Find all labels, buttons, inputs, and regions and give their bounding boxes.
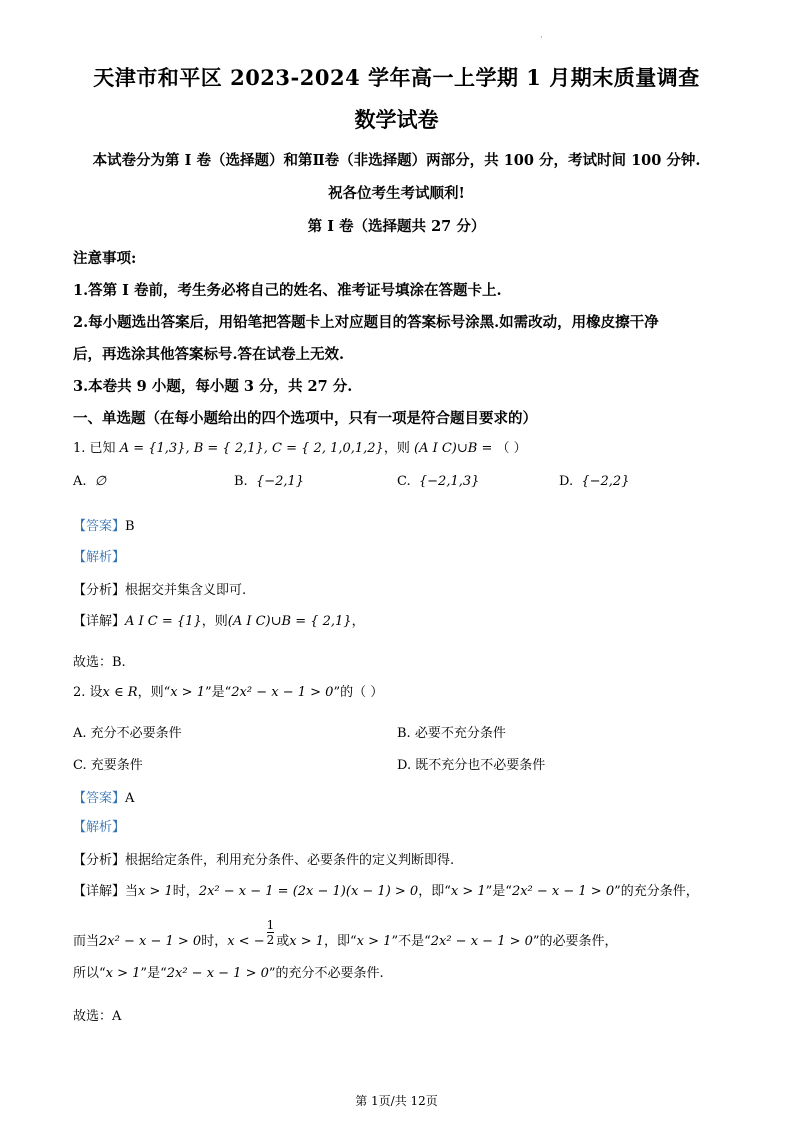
fraction: $\frac{1}{2}$ bbox=[266, 918, 275, 947]
q1-answer: 【答案】B bbox=[73, 519, 135, 534]
part1-heading: 第 I 卷（选择题共 27 分） bbox=[307, 218, 486, 235]
q1-paren: （ ） bbox=[496, 441, 527, 456]
q1-expr: (A I C)∪B = bbox=[414, 441, 493, 456]
q1-choice: 故选：B. bbox=[73, 655, 126, 670]
q2-stem: 2. 设x ∈ R，则“x > 1”是“2x² − x − 1 > 0”的（ ） bbox=[73, 685, 384, 700]
q2-option-d: D. 既不充分也不必要条件 bbox=[397, 758, 546, 773]
q1-xiangjie: 【详解】A I C = {1}，则(A I C)∪B = { 2,1}， bbox=[73, 614, 365, 629]
q2-fenxi: 【分析】根据给定条件，利用充分条件、必要条件的定义判断即得. bbox=[73, 853, 455, 868]
page-title: 天津市和平区 2023-2024 学年高一上学期 1 月期末质量调查 bbox=[93, 65, 700, 90]
q1-stem bbox=[73, 437, 527, 456]
q1-then: ，则 bbox=[383, 441, 410, 456]
note-2b: 后，再选涂其他答案标号.答在试卷上无效. bbox=[73, 346, 345, 363]
scan-dot: · bbox=[540, 33, 543, 42]
answer-tag: 【答案】 bbox=[73, 791, 126, 806]
q1-option-d: D. {−2,2} bbox=[559, 474, 630, 489]
q1-analysis-tag: 【解析】 bbox=[73, 550, 126, 565]
section-heading: 一、单选题（在每小题给出的四个选项中，只有一项是符合题目要求的） bbox=[73, 410, 537, 427]
notes-heading: 注意事项: bbox=[73, 250, 137, 267]
answer-tag: 【答案】 bbox=[73, 519, 126, 534]
q2-detail-line3: 所以“x > 1”是“2x² − x − 1 > 0”的充分不必要条件. bbox=[73, 966, 384, 981]
q2-option-c: C. 充要条件 bbox=[73, 758, 143, 773]
q1-option-c: C. {−2,1,3} bbox=[397, 474, 480, 489]
q1-option-b: B. {−2,1} bbox=[234, 474, 305, 489]
note-3: 3.本卷共 9 小题，每小题 3 分，共 27 分. bbox=[73, 378, 353, 395]
q2-detail-line1: 【详解】当x > 1时，2x² − x − 1 = (2x − 1)(x − 1) > 0，即“x > 1”是“2x² − x − 1 > 0”的充分条件， bbox=[73, 884, 699, 899]
q1-fenxi: 【分析】根据交并集含义即可. bbox=[73, 583, 247, 598]
q2-analysis-tag: 【解析】 bbox=[73, 820, 126, 835]
q2-option-a: A. 充分不必要条件 bbox=[73, 726, 182, 741]
exam-intro: 本试卷分为第 I 卷（选择题）和第Ⅱ卷（非选择题）两部分，共 100 分，考试时间 100 分钟. bbox=[92, 152, 701, 169]
note-2a: 2.每小题选出答案后，用铅笔把答题卡上对应题目的答案标号涂黑.如需改动，用橡皮擦干净 bbox=[73, 314, 659, 331]
q2-answer: 【答案】A bbox=[73, 791, 135, 806]
note-1: 1.答第 I 卷前，考生务必将自己的姓名、准考证号填涂在答题卡上. bbox=[73, 282, 502, 299]
q1-prefix: 1. 已知 bbox=[73, 441, 116, 456]
exam-wish: 祝各位考生考试顺利! bbox=[328, 185, 465, 202]
q2-choice: 故选：A bbox=[73, 1009, 122, 1024]
q2-option-b: B. 必要不充分条件 bbox=[397, 726, 506, 741]
q1-sets: A = {1,3}, B = { 2,1}, C = { 2, 1,0,1,2} bbox=[119, 441, 384, 456]
page-footer: 第 1页/共 12页 bbox=[355, 1094, 438, 1108]
q1-option-a: A. ∅ bbox=[73, 474, 107, 489]
page-subtitle: 数学试卷 bbox=[354, 107, 439, 132]
q2-detail-line2: 而当2x² − x − 1 > 0时，x < − $\frac{1}{2}$ 或x > 1，即“x > 1”不是“2x² − x − 1 > 0”的必要条件， bbox=[73, 918, 618, 949]
